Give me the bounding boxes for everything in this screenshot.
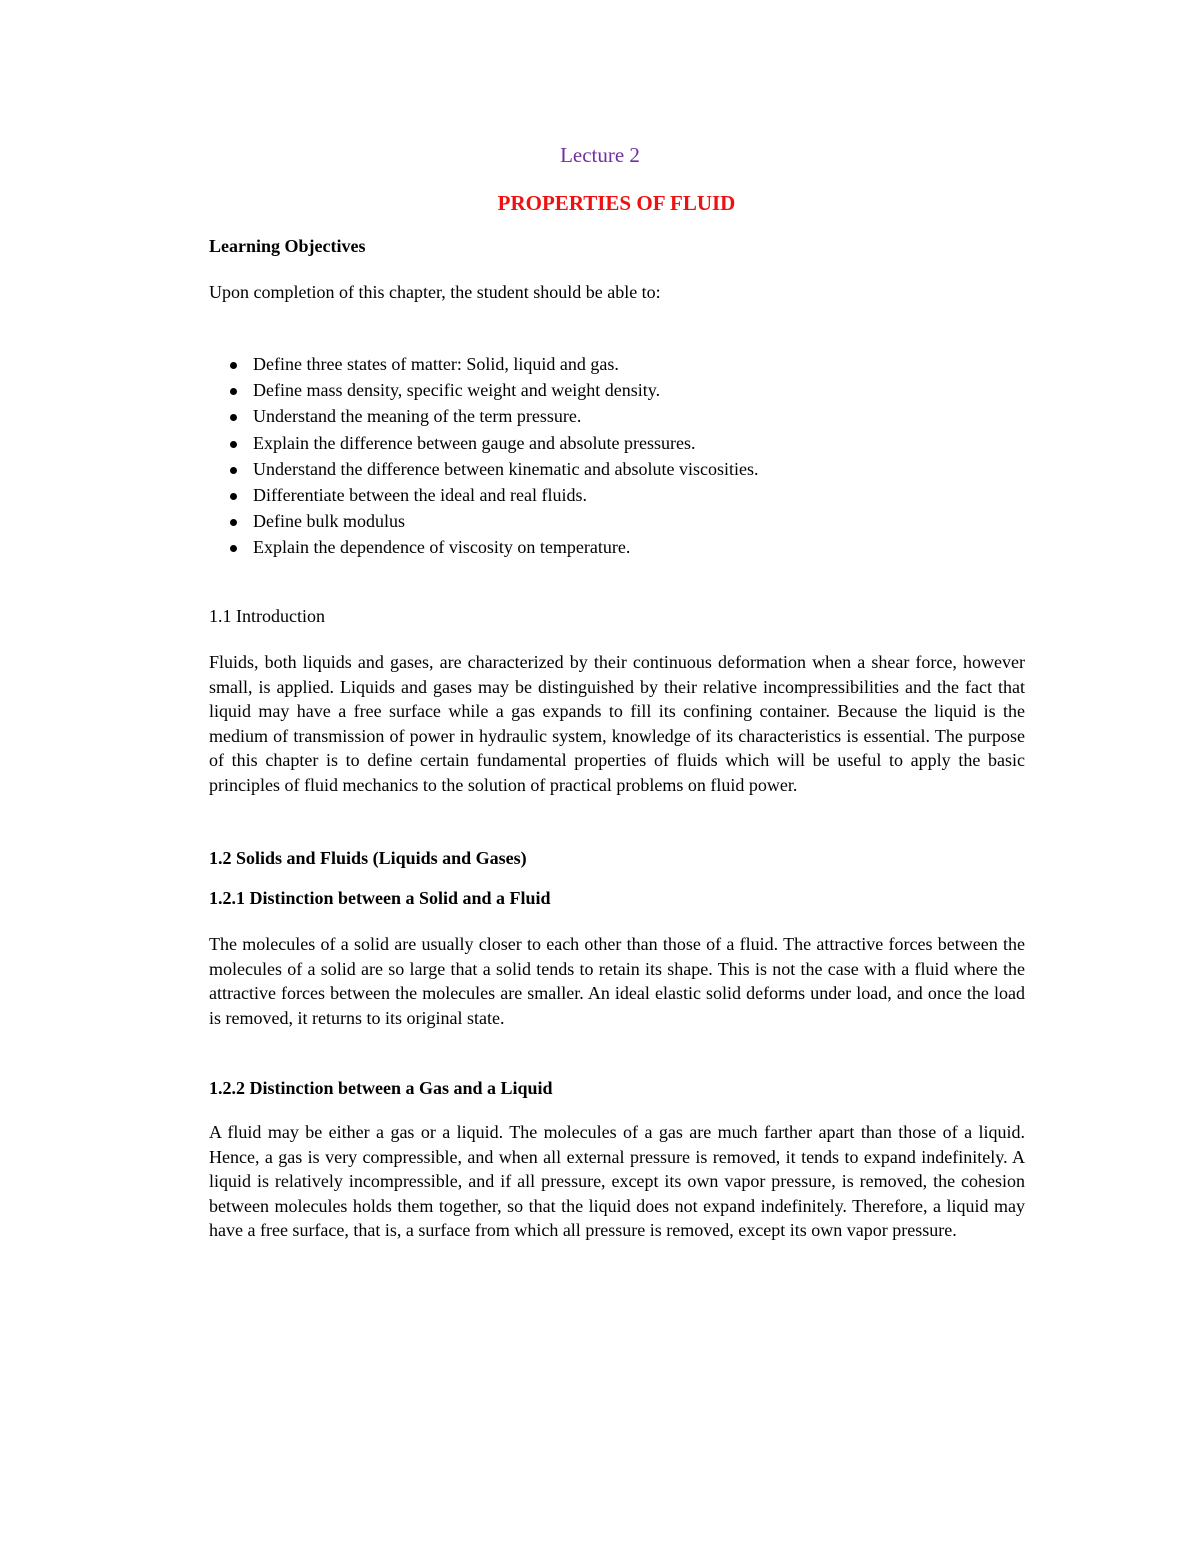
objectives-intro: Upon completion of this chapter, the student should be able to: <box>209 282 661 302</box>
section-heading-solids-fluids: 1.2 Solids and Fluids (Liquids and Gases) <box>209 848 527 868</box>
list-item: Differentiate between the ideal and real fluids. <box>209 482 1025 508</box>
list-item: Define three states of matter: Solid, liquid and gas. <box>209 351 1025 377</box>
list-item: Define mass density, specific weight and weight density. <box>209 377 1025 403</box>
bullet-icon <box>230 519 237 526</box>
section-heading-introduction: 1.1 Introduction <box>209 606 325 626</box>
list-item: Explain the difference between gauge and absolute pressures. <box>209 430 1025 456</box>
bullet-icon <box>230 467 237 474</box>
lecture-label: Lecture 2 <box>560 143 640 167</box>
bullet-icon <box>230 545 237 552</box>
bullet-icon <box>230 414 237 421</box>
list-item: Define bulk modulus <box>209 508 1025 534</box>
objectives-list <box>209 351 1025 561</box>
bullet-icon <box>230 441 237 448</box>
objectives-heading: Learning Objectives <box>209 236 366 256</box>
list-item: Understand the difference between kinematic and absolute viscosities. <box>209 456 1025 482</box>
bullet-icon <box>230 388 237 395</box>
solid-fluid-paragraph: The molecules of a solid are usually closer to each other than those of a fluid. The attractive forces between the molecules of a solid are so large that a solid tends to retain its shape. This is not the case with a fluid where the attractive forces between the molecules are smaller. An ideal elastic solid deforms under load, and once the load is removed, it returns to its original state. <box>209 934 1025 1028</box>
page-title: PROPERTIES OF FLUID <box>497 191 736 215</box>
list-item: Explain the dependence of viscosity on temperature. <box>209 534 1025 560</box>
bullet-icon <box>230 362 237 369</box>
bullet-icon <box>230 493 237 500</box>
section-heading-gas-liquid: 1.2.2 Distinction between a Gas and a Liquid <box>209 1078 553 1098</box>
introduction-paragraph: Fluids, both liquids and gases, are characterized by their continuous deformation when a shear force, however small, is applied. Liquids and gases may be distinguished by their relative incompressibilities and the fact that liquid may have a free surface while a gas expands to fill its confining container. Because the liquid is the medium of transmission of power in hydraulic system, knowledge of its characteristics is essential. The purpose of this chapter is to define certain fundamental properties of fluids which will be useful to apply the basic principles of fluid mechanics to the solution of practical problems on fluid power. <box>209 652 1025 795</box>
gas-liquid-paragraph: A fluid may be either a gas or a liquid. The molecules of a gas are much farther apart than those of a liquid. Hence, a gas is very compressible, and when all external pressure is removed, it tends to expand indefinitely. A liquid is relatively incompressible, and if all pressure, except its own vapor pressure, is removed, the cohesion between molecules holds them together, so that the liquid does not expand indefinitely. Therefore, a liquid may have a free surface, that is, a surface from which all pressure is removed, except its own vapor pressure. <box>209 1122 1025 1241</box>
list-item: Understand the meaning of the term pressure. <box>209 403 1025 429</box>
section-heading-solid-fluid: 1.2.1 Distinction between a Solid and a Fluid <box>209 888 551 908</box>
